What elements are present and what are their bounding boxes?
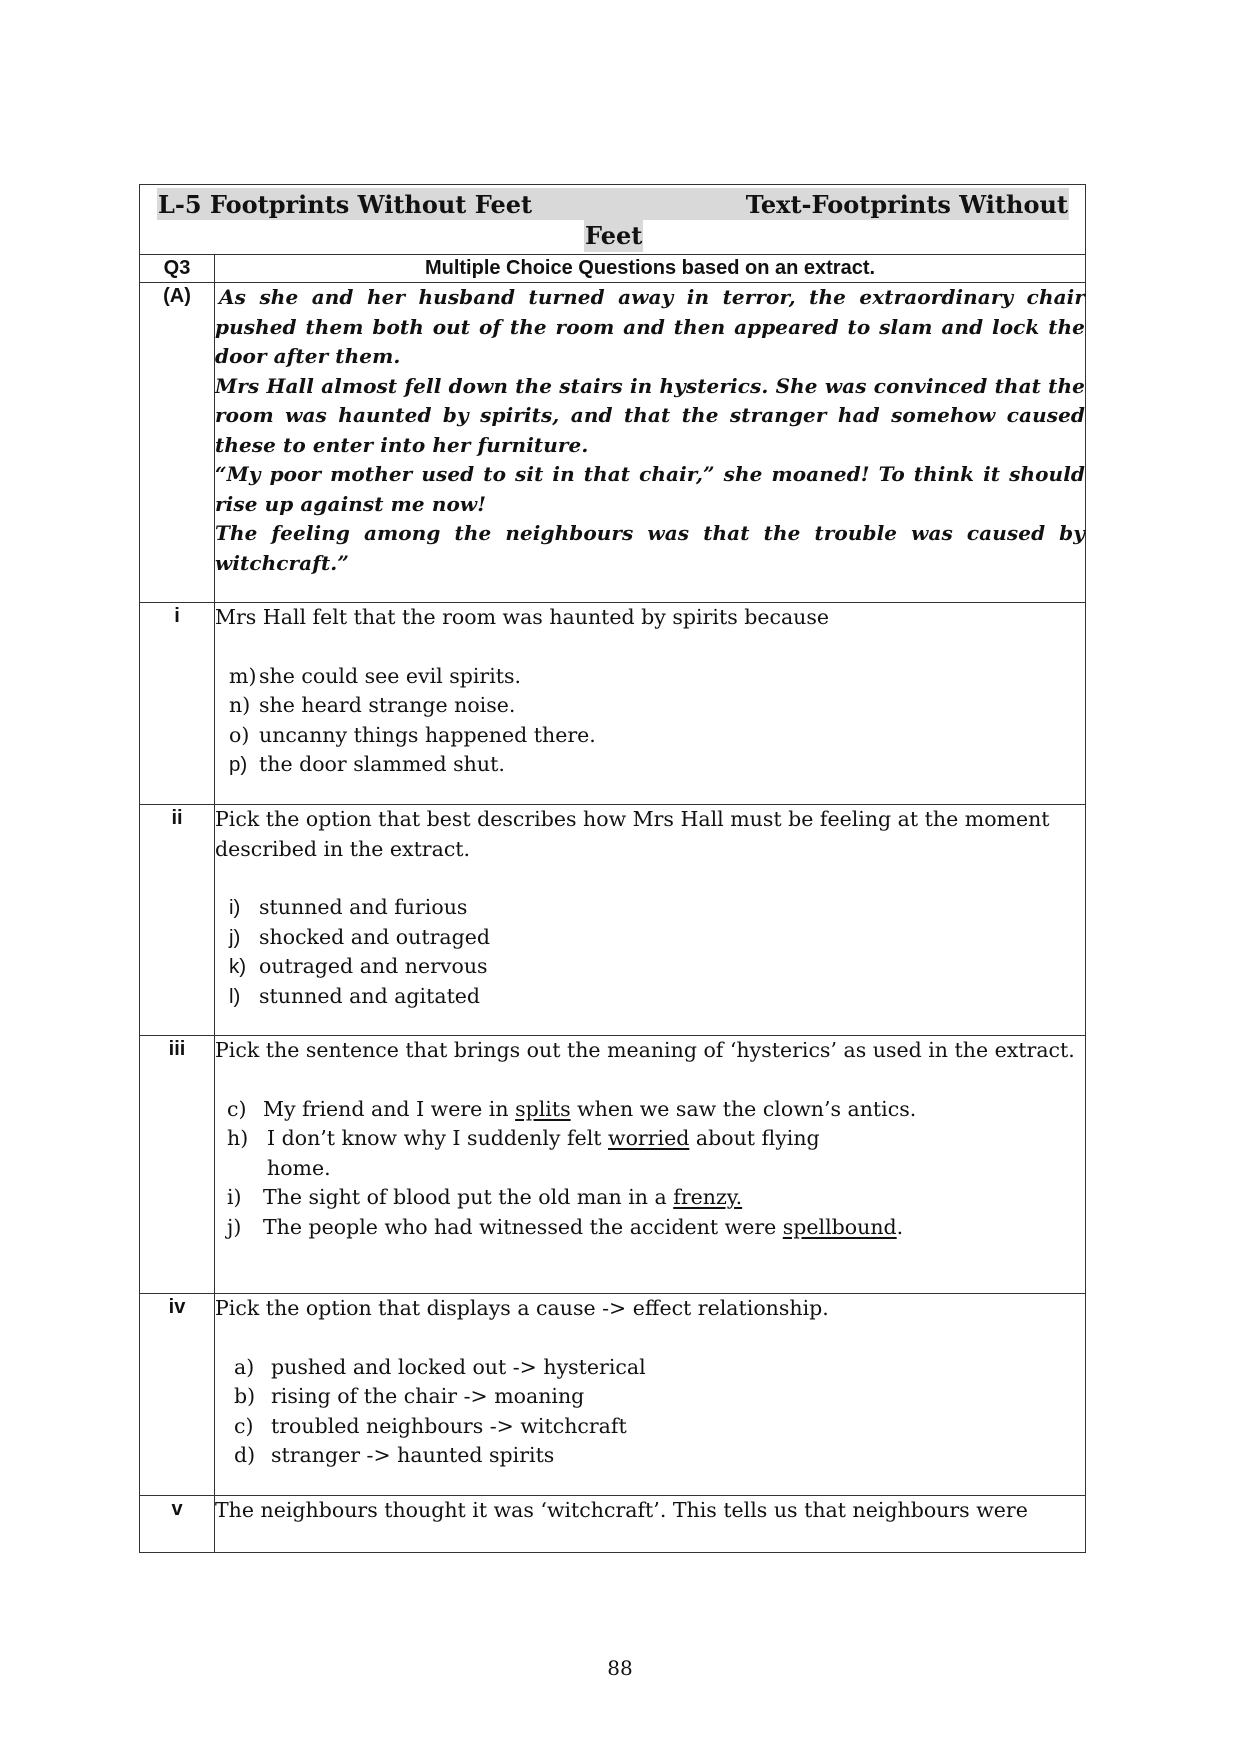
option-text: outraged and nervous [259,954,488,978]
option-list [215,1095,1085,1243]
question-cell [215,1496,1086,1553]
option-item[interactable] [222,952,1085,982]
option-text: about flying home. [267,1126,820,1180]
question-stem: Pick the option that best describes how Mrs Hall must be feeling at the moment described in the extract. [215,807,1050,861]
option-text: when we saw the clown’s antics. [570,1096,917,1121]
option-text: stranger -> haunted spirits [271,1443,555,1467]
question-stem: Pick the sentence that brings out the meaning of ‘hysterics’ as used in the extract. [215,1038,1075,1062]
option-label: l) [229,984,241,1008]
option-label: c) [227,1096,247,1121]
option-text: uncanny things happened there. [259,722,596,747]
option-item[interactable] [222,662,1085,692]
option-text: she heard strange noise. [259,693,516,717]
option-label: i) [229,896,241,919]
option-item[interactable] [215,1382,1085,1412]
option-label: n) [229,693,251,717]
underlined-word: spellbound [782,1214,897,1239]
question-stem: Mrs Hall felt that the room was haunted by spirits because [215,605,830,629]
question-cell [215,1036,1086,1294]
option-item[interactable] [215,1095,1085,1125]
option-text: she could see evil spirits. [259,663,522,688]
option-label: j) [229,925,241,949]
question-cell [215,805,1086,1036]
question-row [140,1036,1086,1294]
header-cell [140,185,1086,255]
question-row [140,1496,1086,1553]
option-item[interactable] [222,721,1085,751]
extract-paragraph: Mrs Hall almost fell down the stairs in hysterics. She was convinced that the room was haunted by spirits, and that the stranger had somehow caused these to enter into her furniture. [215,373,1085,457]
option-text: stunned and agitated [259,983,481,1008]
option-label: b) [234,1384,256,1408]
option-label: c) [234,1413,254,1438]
question-number: ii [140,805,215,1036]
question-row [140,805,1086,1036]
option-text: My friend and I were in [263,1096,516,1121]
lesson-title: L-5 Footprints Without Feet [158,190,533,219]
option-label: k) [229,955,247,978]
option-label: o) [229,722,250,747]
text-title-continued: Feet [585,221,643,250]
option-label: d) [234,1443,256,1467]
option-item[interactable] [215,1124,1085,1183]
option-label: m) [229,663,257,688]
underlined-word: frenzy. [673,1185,743,1209]
option-list [215,1353,1085,1471]
option-label: j) [227,1214,242,1239]
option-label: a) [234,1354,255,1379]
option-item[interactable] [215,1412,1085,1442]
option-item[interactable] [222,691,1085,721]
extract-paragraph: The feeling among the neighbours was that the trouble was caused by witchcraft.” [215,521,1085,575]
question-row [140,603,1086,805]
option-item[interactable] [222,982,1085,1012]
extract-row [140,283,1086,603]
question-cell [215,1294,1086,1496]
option-text: the door slammed shut. [259,752,505,776]
extract-passage [215,283,1086,603]
question-table [139,184,1086,1553]
option-item[interactable] [222,750,1085,780]
page-number: 88 [607,1656,633,1680]
question-cell [215,603,1086,805]
option-item[interactable] [215,1183,1085,1213]
header-row [140,185,1086,255]
section-row [140,255,1086,283]
option-text: troubled neighbours -> witchcraft [271,1413,627,1438]
text-title: Text-Footprints Without [745,190,1068,219]
extract-paragraph: “My poor mother used to sit in that chair,” she moaned! To think it should rise up against me now! [215,462,1085,516]
question-stem: The neighbours thought it was ‘witchcraft’. This tells us that neighbours were [215,1498,1028,1522]
option-text: . [896,1214,904,1239]
option-item[interactable] [215,1441,1085,1471]
underlined-word: worried [608,1126,690,1150]
underlined-word: splits [515,1096,571,1121]
extract-label: (A) [140,283,215,603]
question-stem: Pick the option that displays a cause -> effect relationship. [215,1296,829,1320]
question-number: v [140,1496,215,1553]
option-label: p) [229,753,248,776]
option-text: The people who had witnessed the accident were [263,1214,783,1239]
extract-paragraph: As she and her husband turned away in terror, the extraordinary chair pushed them both out of the room and then appeared to slam and lock the door after them. [215,285,1085,368]
question-number: iv [140,1294,215,1496]
option-text: pushed and locked out -> hysterical [271,1354,646,1379]
option-text: rising of the chair -> moaning [271,1384,585,1408]
question-number: iii [140,1036,215,1294]
option-text: The sight of blood put the old man in a [263,1185,674,1209]
option-label: i) [227,1185,242,1209]
question-row [140,1294,1086,1496]
option-text: stunned and furious [259,895,468,919]
option-item[interactable] [222,923,1085,953]
option-list [215,662,1085,780]
option-item[interactable] [215,1353,1085,1383]
option-item[interactable] [215,1213,1085,1243]
option-text: shocked and outraged [259,924,490,949]
section-title: Multiple Choice Questions based on an extract. [215,255,1086,283]
question-number: i [140,603,215,805]
option-list [215,893,1085,1011]
option-label: h) [227,1126,249,1150]
section-number: Q3 [140,255,215,283]
option-item[interactable] [222,893,1085,923]
option-text: I don’t know why I suddenly felt [267,1126,609,1150]
